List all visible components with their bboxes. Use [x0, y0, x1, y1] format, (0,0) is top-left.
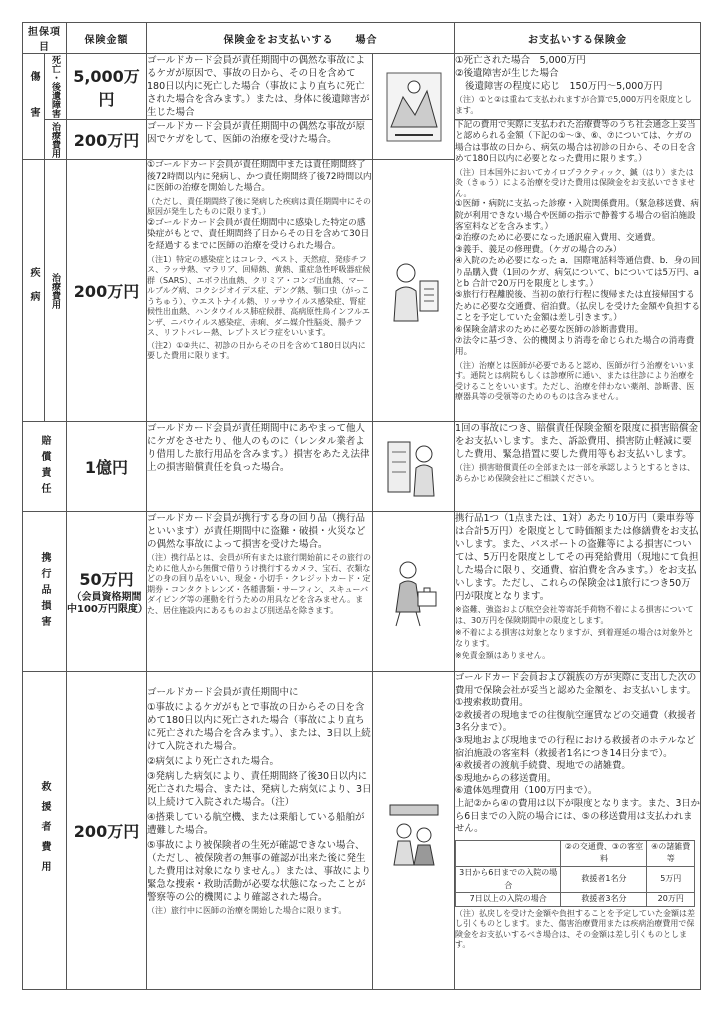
table-row-injury-treatment — [23, 120, 701, 160]
rescue-limit-row — [456, 893, 695, 907]
case-baggage — [147, 512, 373, 672]
sub-category-death: 死亡・後遺障害 — [45, 54, 67, 120]
amount-liability: 1億円 — [67, 422, 147, 512]
rescue-limit-r1-label: 3日から6日までの入院の場合 — [456, 866, 561, 892]
payment-injury-death — [455, 54, 701, 120]
case-injury-treatment: ゴールドカード会員が責任期間中の偶然な事故が原因でケガをして、医師の治療を受けた場合。 — [147, 120, 373, 160]
rescue-limit-h1: ②の交通費、③の客室料 — [561, 840, 647, 866]
case-injury-death: ゴールドカード会員が責任期間中の偶然な事故によるケガが原因で、事故の日から、その日を含めて180日以内に死亡した場合（事故により直ちに死亡された場合を含みます。）または、身体に後遺障害が生じた場合 — [147, 54, 373, 120]
case-rescue-item: ⑤事故により被保険者の生死が確認できない場合、（ただし、被保険者の無事の確認が出来た後に発生した費用は対象になりません。）または、事故により緊急な捜索・救助活動が必要な状態になったことが警察等の公的機関により確認された場合。 — [147, 840, 371, 903]
category-liability: 賠償責任 — [23, 422, 67, 512]
pay-baggage-note: ※免責金額はありません。 — [455, 651, 551, 660]
accident-illustration — [373, 54, 455, 160]
pay-death-note: （注）①と②は重ねて支払われますが合算で5,000万円を限度とします。 — [455, 95, 693, 115]
case-disease-1: ①ゴールドカード会員が責任期間中または責任期間終了後72時間以内に発病し、かつ責任期間終了後72時間以内に医師の治療を開始した場合。 — [147, 160, 372, 194]
case-disease-note1: （注1）特定の感染症とはコレラ、ペスト、天然痘、発疹チフス、ラッサ熱、マラリア、回帰熱、黄熱、重症急性呼吸器症候群（SARS）、エボラ出血熱、クリミア・コンゴ出血熱、マールブルグ病、コクシジオイデス症、デング熱、顎口虫（がっこうちゅう）、ウエストナイル熱、リッサウイルス感染症、腎症候性出血熱、ハンタウイルス肺症候群、高病原性鳥インフルエンザ、ニパウイルス感染症、赤痢、ダニ媒介性脳炎、腸チフス、リフトバレー熱、レプトスピラ症をいいます。 — [147, 254, 371, 338]
insurance-coverage-table — [22, 22, 701, 990]
case-liability: ゴールドカード会員が責任期間中にあやまって他人にケガをさせたり、他人のものに（レンタル業者より借用した旅行用品を含みます。）損害をあたえ法律上の損害賠償責任を負った場合。 — [147, 422, 373, 512]
rescue-limit-r1-c1: 救援者1名分 — [561, 866, 647, 892]
header-category: 担保項目 — [23, 23, 67, 54]
case-rescue-item: ③発病した病気により、責任期間終了後30日以内に死亡された場合、または、発病した病気により、3日以上続けて入院された場合。（注） — [147, 771, 372, 808]
amount-rescue: 200万円 — [67, 672, 147, 990]
pay-rescue-intro: ゴールドカード会員および親族の方が実際に支出した次の費用で保険会社が妥当と認めた金額を、お支払いします。 — [455, 672, 697, 696]
pay-treatment-item: ⑦法令に基づき、公的機関より消毒を命じられた場合の消毒費用。 — [455, 336, 695, 358]
case-disease-2: ②ゴールドカード会員が責任期間中に感染した特定の感染症がもとで、責任期間終了日からその日を含めて30日を経過するまでに医師の治療を受けられた場合。 — [147, 217, 370, 251]
category-injury: 傷害 — [23, 54, 45, 160]
pay-treatment-note: （注）日本国外においてカイロプラクティック、鍼（はり）または灸（きゅう）による治療を受けた費用は保険金をお支払いできません。 — [455, 167, 695, 198]
table-row-injury-death — [23, 54, 701, 120]
sub-category-disease-treatment: 治療費用 — [45, 160, 67, 422]
category-baggage: 携行品損害 — [23, 512, 67, 672]
amount-injury-death: 5,000万円 — [67, 54, 147, 120]
table-header-row — [23, 23, 701, 54]
payment-treatment — [455, 120, 701, 422]
pay-treatment-intro: 下記の費用で実際に支払われた治療費等のうち社会通念上妥当と認められる金額（下記の①～③、⑥、⑦については、ケガの場合は事故の日から、病気の場合は初診の日から、その日を含めて180日以内に必要となった費用に限ります。） — [455, 120, 696, 165]
pay-treatment-item: ⑤旅行行程離脱後、当初の旅行行程に復帰または直接帰国するために必要な交通費、宿泊費。（払戻しを受けた金額や負担することを予定していた金額は差し引きます。） — [455, 290, 700, 324]
rescue-illustration — [373, 672, 455, 990]
amount-disease: 200万円 — [67, 160, 147, 422]
header-payment: お支払いする保険金 — [455, 23, 701, 54]
pay-disability-line: ②後遺障害が生じた場合 — [455, 68, 559, 79]
case-disease-note2: （注2）①②共に、初診の日からその日を含めて180日以内に要した費用に限ります。 — [147, 340, 366, 361]
pay-rescue-item: ③現地および現地までの行程における救援者のホテルなど宿泊施設の客室料（救援者1名につき14日分まで）。 — [455, 734, 696, 759]
pay-treatment-footnote: （注）治療とは医師が必要であると認め、医師が行う治療をいいます。通院とは病院もしくは診療所に通い、または往診により治療を受けることをいいます。ただし、治療を伴わない薬剤、診断書、医療器具等の受領等のためのものは含みません。 — [455, 360, 695, 402]
pay-rescue-item: ②救援者の現地までの往復航空運賃などの交通費（救援者3名分まで）。 — [455, 709, 696, 734]
category-rescue: 救援者費用 — [23, 672, 67, 990]
rescue-limit-r2-label: 7日以上の入院の場合 — [456, 893, 561, 907]
doctor-illustration — [373, 160, 455, 422]
pay-liability-note: （注）損害賠償責任の全部または一部を承認しようとするときは、あらかじめ保険会社にご相談ください。 — [455, 463, 695, 483]
pay-rescue-item: ①捜索救助費用。 — [455, 697, 529, 709]
pay-rescue-item: ⑤現地からの移送費用。 — [455, 772, 557, 784]
rescue-limit-table — [455, 840, 695, 907]
pay-disability-range: 後遺障害の程度に応じ 150万円～5,000万円 — [465, 81, 663, 92]
payment-rescue — [455, 672, 701, 990]
category-disease: 疾病 — [23, 160, 45, 422]
header-case: 保険金をお支払いする 場合 — [147, 23, 455, 54]
payment-liability — [455, 422, 701, 512]
table-row-rescue — [23, 672, 701, 990]
pay-treatment-item: ②治療のために必要になった通訳雇入費用、交通費。 — [455, 233, 661, 244]
pay-treatment-item: ③義手、義足の修理費。（ケガの場合のみ） — [455, 244, 622, 255]
case-rescue-item: ①事故によるケガがもとで事故の日からその日を含めて180日以内に死亡された場合（事故により直ちに死亡された場合を含みます。）、または、3日以上続けて入院された場合。 — [147, 702, 371, 752]
amount-baggage-note: （会員資格期間中100万円限度） — [67, 592, 148, 615]
pay-treatment-item: ④入院のため必要になった a．国際電話料等通信費、b．身の回り品購入費（1回のケガ、病気について、bについては5万円、a とb 合計で20万円を限度とします。） — [455, 256, 700, 289]
case-disease-1-note: （ただし、責任期間終了後に発病した疾病は責任期間中にその原因が発生したものに限ります。） — [147, 196, 371, 217]
case-baggage-text: ゴールドカード会員が携行する身の回り品（携行品といいます）が責任期間中に盗難・破損・火災などの偶然な事故によって損害を受けた場合。 — [147, 513, 366, 550]
table-row-baggage — [23, 512, 701, 672]
pay-rescue-limit: 上記②から④の費用は以下が限度となります。また、3日から6日までの入院の場合には、⑤の移送費用は支払われません。 — [455, 797, 700, 835]
case-rescue-note: （注）旅行中に医師の治療を開始した場合に限ります。 — [147, 906, 347, 915]
rescue-limit-r1-c2: 5万円 — [647, 866, 695, 892]
pay-baggage-note: ※盗難、強盗および航空会社等寄託手荷物不着による損害については、30万円を保険期間中の限度とします。 — [455, 605, 694, 625]
pay-baggage-text: 携行品1つ（1点または、1対）あたり10万円（乗車券等は合計5万円）を限度として時価額または修繕費をお支払いします。また、パスポートの盗難等による損害については、5万円を限度としてその再発給費用（現地にて負担した場合に限り、交通費、宿泊費を含みます。）をお支払いします。ただし、これらの保険金は1旅行につき50万円が限度となります。 — [455, 513, 699, 602]
pay-treatment-item: ⑥保険金請求のために必要な医師の診断書費用。 — [455, 324, 644, 335]
pay-baggage-note: ※不着による損害は対象となりますが、到着遅延の場合は対象外となります。 — [455, 628, 694, 648]
amount-injury-treatment: 200万円 — [67, 120, 147, 160]
theft-illustration — [373, 512, 455, 672]
amount-baggage — [67, 512, 147, 672]
case-disease — [147, 160, 373, 422]
case-rescue-item: ②病気により死亡された場合。 — [147, 756, 280, 767]
pay-death-line: ①死亡された場合 5,000万円 — [455, 55, 586, 66]
payment-baggage — [455, 512, 701, 672]
rescue-limit-row — [456, 866, 695, 892]
header-amount: 保険金額 — [67, 23, 147, 54]
pay-rescue-footnote: （注）払戻しを受けた金額や負担することを予定していた金額は差し引くものとします。また、傷害治療費用または疾病治療費用で保険金をお支払いするべき場合は、その金額は差し引くものとします。 — [455, 908, 695, 950]
table-row-liability — [23, 422, 701, 512]
case-rescue — [147, 672, 373, 990]
pay-rescue-item: ⑥遺体処理費用（100万円まで）。 — [455, 785, 598, 797]
case-rescue-item: ④搭乗している航空機、または乗船している船舶が遭難した場合。 — [147, 812, 365, 836]
rescue-limit-r2-c2: 20万円 — [647, 893, 695, 907]
pay-liability-text: 1回の事故につき、賠償責任保険金額を限度に損害賠償金をお支払いします。また、訴訟費用、損害防止軽減に要した費用、緊急措置に要した費用等もお支払いします。 — [455, 423, 698, 460]
pay-treatment-item: ①医師・病院に支払った診療・入院関係費用。（緊急移送費、病院が利用できない場合や医師の指示で静養する場合の宿泊施設客室料などを含みます。） — [455, 199, 700, 232]
liability-illustration — [373, 422, 455, 512]
amount-baggage-value: 50万円 — [79, 570, 134, 589]
sub-category-injury-treatment: 治療費用 — [45, 120, 67, 160]
case-rescue-intro: ゴールドカード会員が責任期間中に — [147, 687, 299, 698]
case-baggage-note: （注）携行品とは、会員が所有または旅行開始前にその旅行のために他人から無償で借りうけ携行するカメラ、宝石、衣類などの身の回り品をいい、現金・小切手・クレジットカード・定期券・コンタクトレンズ・各種書類・サーフィン、スキューバダイビング等の運動を行うための用具などを含みません。また、居住施設内にあるものおよび別送品を除きます。 — [147, 553, 371, 615]
rescue-limit-r2-c1: 救援者3名分 — [561, 893, 647, 907]
rescue-limit-h2: ④の諸雑費等 — [647, 840, 695, 866]
pay-rescue-item: ④救援者の渡航手続費、現地での諸雑費。 — [455, 760, 631, 772]
rescue-limit-header — [456, 840, 695, 866]
